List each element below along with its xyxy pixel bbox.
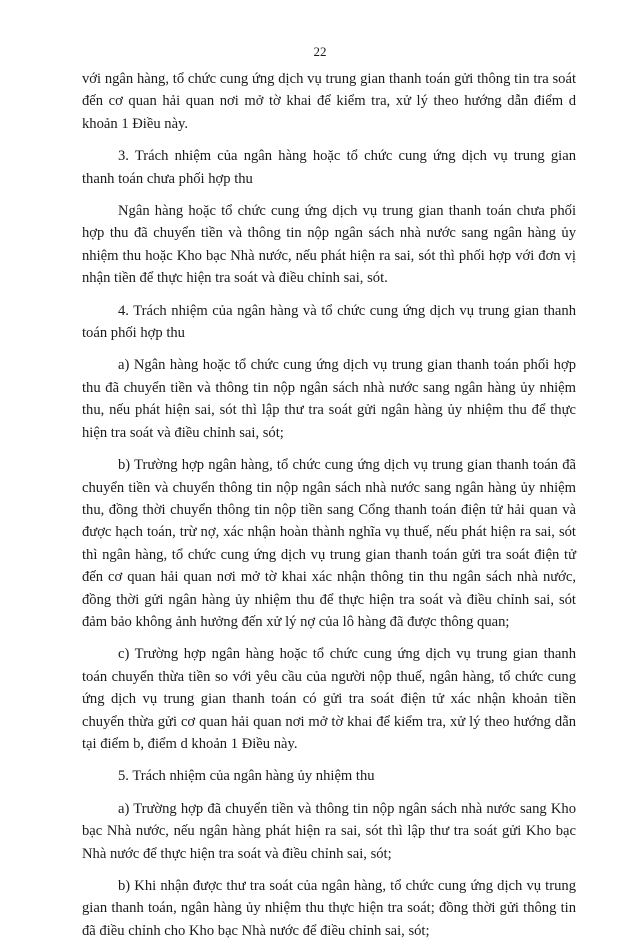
section-heading-3: 3. Trách nhiệm của ngân hàng hoặc tổ chức cung ứng dịch vụ trung gian thanh toán chưa phối hợp thu — [82, 148, 576, 187]
page-number: 22 — [313, 44, 327, 59]
paragraph: Ngân hàng hoặc tổ chức cung ứng dịch vụ trung gian thanh toán chưa phối hợp thu đã chuyển tiền và thông tin nộp ngân sách nhà nước sang ngân hàng ủy nhiệm thu hoặc Kho bạc Nhà nước, nếu phát hiện ra sai, sót thì phối hợp với đơn vị nhận tiền để thực hiện tra soát và điều chỉnh sai, sót. — [82, 203, 576, 287]
section-heading-5: 5. Trách nhiệm của ngân hàng ủy nhiệm thu — [118, 768, 375, 785]
paragraph-item-b: b) Trường hợp ngân hàng, tổ chức cung ứng dịch vụ trung gian thanh toán đã chuyển tiền và chuyển thông tin nộp ngân sách nhà nước sang ngân hàng ủy nhiệm thu, đồng thời chuyển thông tin nộp tiền sang Cổng thanh toán điện tử hải quan và được hạch toán, trừ nợ, xác nhận hoàn thành nghĩa vụ thuế, nếu phát hiện ra sai, sót thì ngân hàng, tổ chức cung ứng dịch vụ trung gian thanh toán gửi tra soát điện tử đến cơ quan hải quan nơi mở tờ khai xác nhận thông tin thu ngân sách nhà nước, đồng thời gửi ngân hàng ủy nhiệm thu để thực hiện tra soát và điều chỉnh sai, sót đảm bảo không ảnh hưởng đến xử lý nợ của lô hàng đã được thông quan; — [82, 457, 576, 630]
paragraph-item-c: c) Trường hợp ngân hàng hoặc tổ chức cung ứng dịch vụ trung gian thanh toán chuyển thừa tiền so với yêu cầu của người nộp thuế, ngân hàng, tổ chức cung ứng dịch vụ trung gian thanh toán có gửi tra soát điện tử xác nhận khoản tiền chuyển thừa gửi cơ quan hải quan nơi mở tờ khai để kiểm tra, xử lý theo hướng dẫn tại điểm b, điểm d khoản 1 Điều này. — [82, 646, 576, 752]
paragraph-continuation: với ngân hàng, tổ chức cung ứng dịch vụ trung gian thanh toán gửi thông tin tra soát đến cơ quan hải quan nơi mở tờ khai để kiểm tra, xử lý theo hướng dẫn điểm d khoản 1 Điều này. — [82, 71, 576, 132]
document-body — [82, 68, 576, 952]
section-heading-4: 4. Trách nhiệm của ngân hàng và tổ chức cung ứng dịch vụ trung gian thanh toán phối hợp thu — [82, 302, 576, 342]
paragraph-item-b: b) Khi nhận được thư tra soát của ngân hàng, tổ chức cung ứng dịch vụ trung gian thanh toán, ngân hàng ủy nhiệm thu thực hiện tra soát; đồng thời gửi thông tin đã điều chỉnh cho Kho bạc Nhà nước để điều chỉnh sai, sót; — [82, 878, 576, 939]
paragraph-item-a: a) Ngân hàng hoặc tổ chức cung ứng dịch vụ trung gian thanh toán phối hợp thu đã chuyển tiền và thông tin nộp ngân sách nhà nước sang ngân hàng ủy nhiệm thu, nếu phát hiện sai, sót thì lập thư tra soát gửi ngân hàng ủy nhiệm thu để thực hiện tra soát và điều chỉnh sai, sót; — [82, 357, 576, 441]
paragraph-item-a: a) Trường hợp đã chuyển tiền và thông tin nộp ngân sách nhà nước sang Kho bạc Nhà nước, nếu ngân hàng phát hiện ra sai, sót thì lập thư tra soát gửi Kho bạc Nhà nước để thực hiện tra soát và điều chỉnh sai, sót; — [82, 800, 576, 862]
